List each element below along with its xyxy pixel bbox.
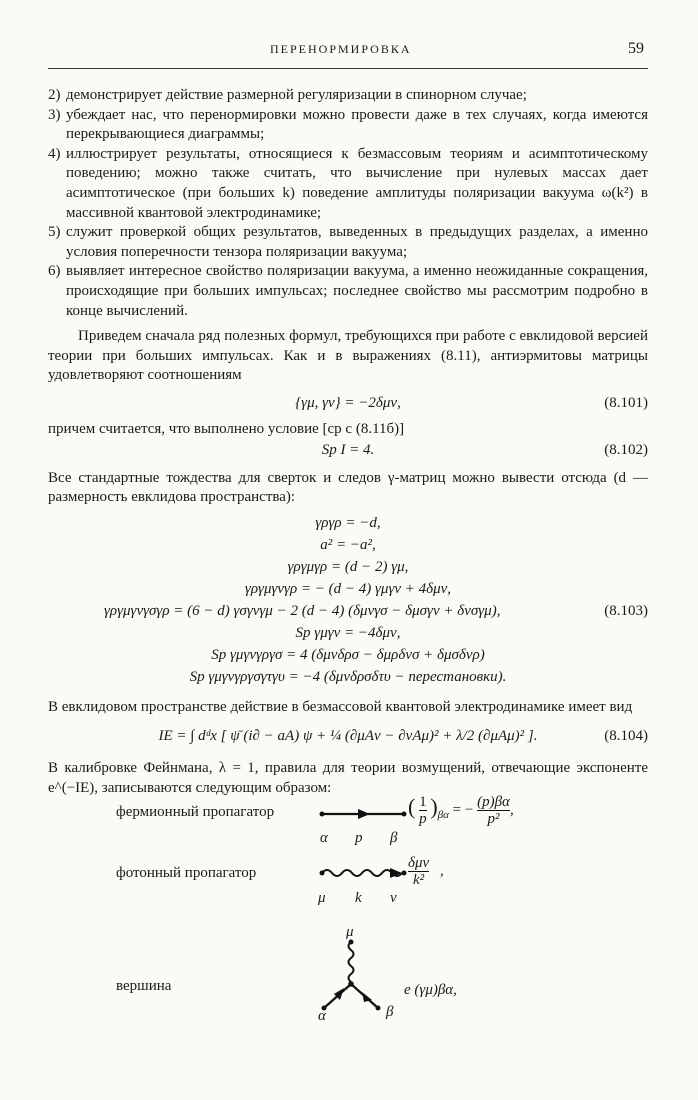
label-p: p [355,830,363,846]
paragraph: В евклидовом пространстве действие в безмассовой квантовой электродинамике имеет вид [48,698,633,715]
equation-8-103 [48,512,648,688]
list-item: 3) убеждает нас, что перенормировки можно провести даже в тех случаях, когда имеются перекрывающиеся диаграммы; [48,106,648,143]
header-rule [48,68,648,69]
equation-line: Sp γμγν = −4δμν, [295,624,401,641]
paragraph: причем считается, что выполнено условие [ср с (8.11б)] [48,420,405,437]
page-header [0,42,698,62]
list-item: 6) выявляет интересное свойство поляризации вакуума, а именно неожиданные сокращения, происходящие при больших импульсах; последнее свойство мы рассмотрим подробно в конце вычислений. [48,263,648,319]
equation-8-104: IE = ∫ dᵈx [ ψ̄ (i∂ − aA) ψ + ¼ (∂μAν − ∂νAμ)² + λ/2 (∂μAμ)² ]. (8.104) [158,728,648,745]
fermion-propagator-expression: ( $\frac{1}{p}$ )$_{\beta\alpha}$ = − $\frac{(p)\beta\alpha}{\text{p²}}$ , [408,794,514,828]
photon-propagator-expression: δμν k² [408,855,430,888]
list-item: 5) служит проверкой общих результатов, выведенных в предыдущих разделах, а именно условия поперечности тензора поляризации вакуума; [48,224,648,260]
vertex-expression: e (γμ)βα, [404,982,457,998]
label-vertex-alpha: α [318,1008,326,1024]
paragraph: В калибровке Фейнмана, λ = 1, правила для теории возмущений, отвечающие экспоненте e^(−IE), записываются следующим образом: [48,760,648,796]
equation-line: γργμγνγρ = − (d − 4) γμγν + 4δμν, [244,580,452,597]
label-mu: μ [318,890,326,906]
label-beta: β [390,830,398,846]
main-text [48,86,648,798]
label-vertex-beta: β [386,1004,394,1020]
label-vertex-mu: μ [346,924,354,940]
page-number: 59 [628,40,644,57]
label-k: k [355,890,362,906]
equation-8-101: {γμ, γν} = −2δμν, (8.101) [295,394,648,411]
running-title: ПЕРЕНОРМИРОВКА [270,42,412,56]
equation-8-102: Sp I = 4. (8.102) [321,442,648,459]
list-item: 4) иллюстрирует результаты, относящиеся к безмассовым теориям и асимптотическому поведению; можно также считать, что вычисление при нулевых массах дает асимптотическое (при больших k) поведение амплитуды поляризации вакуума ω(k²) в массивной квантовой электродинамике; [48,145,648,221]
equation-line-numbered: γργμγνγσγρ = (6 − d) γσγνγμ − 2 (d − 4) (δμνγσ − δμσγν + δνσγμ), (8.103) [104,602,648,619]
list-item: 2) демонстрирует действие размерной регуляризации в спинорном случае; [48,87,527,103]
photon-line-icon [318,863,408,883]
equation-line: Sp γμγνγργσ = 4 (δμνδρσ − δμρδνσ + δμσδνρ) [211,646,485,663]
equation-line: a² = −a², [320,536,376,553]
paragraph: Приведем сначала ряд полезных формул, требующихся при работе с евклидовой версией теории при больших импульсах. Как и в выражениях (8.11), антиэрмитовы матрицы удовлетворяют соотношениям [48,328,648,384]
fermion-line-icon [318,804,408,824]
fermion-propagator-rule [48,790,648,850]
equation-line: γργμγρ = (d − 2) γμ, [287,558,409,575]
label-nu: ν [390,890,397,906]
label-alpha: α [320,830,328,846]
paragraph: Все стандартные тождества для сверток и следов γ-матриц можно вывести отсюда (d — размерность евклидова пространства): [48,469,648,506]
fermion-propagator-label: фермионный пропагатор [116,804,275,820]
photon-propagator-label: фотонный пропагатор [116,865,257,881]
equation-line: Sp γμγνγργσγτγυ = −4 (δμνδρσδτυ − перестановки). [189,668,507,685]
photon-propagator-rule: фотонный пропагатор δμν k² , [116,855,444,888]
equation-line: γργρ = −d, [315,514,381,531]
vertex-label: вершина [116,978,172,994]
